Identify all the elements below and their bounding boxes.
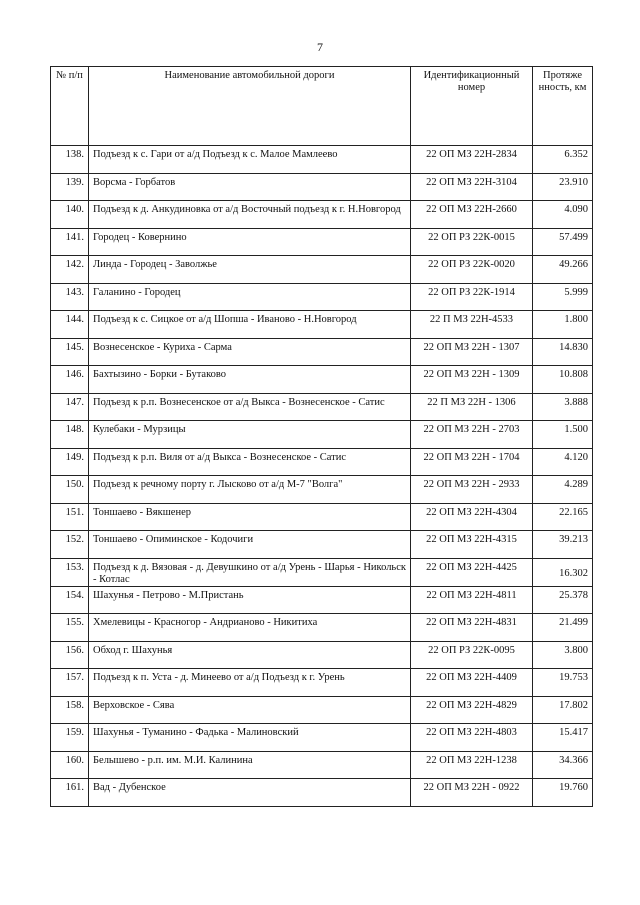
table-row	[51, 448, 593, 476]
row-road-name: Городец - Ковернино	[89, 228, 411, 256]
row-num: 151.	[51, 503, 89, 531]
row-identifier: 22 ОП МЗ 22Н-4425	[411, 558, 533, 586]
row-road-name: Подъезд к п. Уста - д. Минеево от а/д Подъезд к г. Урень	[89, 669, 411, 697]
row-identifier: 22 ОП МЗ 22Н-2660	[411, 201, 533, 229]
row-road-name: Линда - Городец - Заволжье	[89, 256, 411, 284]
table-row	[51, 201, 593, 229]
table-row	[51, 669, 593, 697]
row-identifier: 22 ОП МЗ 22Н-4409	[411, 669, 533, 697]
row-num: 152.	[51, 531, 89, 559]
table-row	[51, 696, 593, 724]
row-identifier: 22 ОП РЗ 22К-1914	[411, 283, 533, 311]
row-num: 153.	[51, 558, 89, 586]
row-num: 154.	[51, 586, 89, 614]
row-num: 161.	[51, 779, 89, 807]
row-length: 23.910	[533, 173, 593, 201]
row-length: 1.800	[533, 311, 593, 339]
row-identifier: 22 ОП МЗ 22Н-1238	[411, 751, 533, 779]
row-num: 156.	[51, 641, 89, 669]
row-identifier: 22 ОП МЗ 22Н-3104	[411, 173, 533, 201]
row-num: 155.	[51, 614, 89, 642]
row-road-name: Бахтызино - Борки - Бутаково	[89, 366, 411, 394]
table-row	[51, 724, 593, 752]
table-row	[51, 338, 593, 366]
row-length: 34.366	[533, 751, 593, 779]
row-length: 3.888	[533, 393, 593, 421]
row-num: 148.	[51, 421, 89, 449]
row-num: 160.	[51, 751, 89, 779]
row-road-name: Подъезд к с. Гари от а/д Подъезд к с. Малое Мамлеево	[89, 146, 411, 174]
row-length: 5.999	[533, 283, 593, 311]
row-road-name: Шахунья - Туманино - Фадька - Малиновский	[89, 724, 411, 752]
page-number: 7	[317, 40, 323, 54]
row-num: 146.	[51, 366, 89, 394]
row-num: 158.	[51, 696, 89, 724]
row-road-name: Галанино - Городец	[89, 283, 411, 311]
row-road-name: Тоншаево - Вякшенер	[89, 503, 411, 531]
row-num: 143.	[51, 283, 89, 311]
table-row	[51, 256, 593, 284]
row-num: 149.	[51, 448, 89, 476]
header-length: Протяже нность, км	[533, 67, 593, 146]
row-num: 157.	[51, 669, 89, 697]
row-identifier: 22 ОП МЗ 22Н - 0922	[411, 779, 533, 807]
row-length: 19.753	[533, 669, 593, 697]
row-num: 159.	[51, 724, 89, 752]
table-row	[51, 366, 593, 394]
row-road-name: Вад - Дубенское	[89, 779, 411, 807]
row-length: 17.802	[533, 696, 593, 724]
table-row	[51, 586, 593, 614]
table-row	[51, 228, 593, 256]
row-road-name: Белышево - р.п. им. М.И. Калинина	[89, 751, 411, 779]
table-row	[51, 614, 593, 642]
table-header-row	[51, 67, 593, 146]
table-row	[51, 393, 593, 421]
row-num: 141.	[51, 228, 89, 256]
row-identifier: 22 ОП МЗ 22Н-4829	[411, 696, 533, 724]
table-row	[51, 476, 593, 504]
row-num: 145.	[51, 338, 89, 366]
table-row	[51, 173, 593, 201]
row-road-name: Кулебаки - Мурзицы	[89, 421, 411, 449]
row-road-name: Верховское - Сява	[89, 696, 411, 724]
row-length: 4.120	[533, 448, 593, 476]
row-road-name: Вознесенское - Куриха - Сарма	[89, 338, 411, 366]
row-identifier: 22 П МЗ 22Н-4533	[411, 311, 533, 339]
row-num: 150.	[51, 476, 89, 504]
table-row	[51, 641, 593, 669]
row-road-name: Подъезд к с. Сицкое от а/д Шопша - Иваново - Н.Новгород	[89, 311, 411, 339]
row-road-name: Тоншаево - Опиминское - Кодочиги	[89, 531, 411, 559]
table-row	[51, 558, 593, 586]
row-num: 138.	[51, 146, 89, 174]
row-length: 4.289	[533, 476, 593, 504]
row-road-name: Подъезд к р.п. Вознесенское от а/д Выкса - Вознесенское - Сатис	[89, 393, 411, 421]
row-length: 19.760	[533, 779, 593, 807]
row-num: 139.	[51, 173, 89, 201]
row-identifier: 22 ОП МЗ 22Н-4803	[411, 724, 533, 752]
row-length: 10.808	[533, 366, 593, 394]
row-identifier: 22 ОП МЗ 22Н-4304	[411, 503, 533, 531]
row-identifier: 22 ОП РЗ 22К-0020	[411, 256, 533, 284]
row-road-name: Подъезд к д. Вязовая - д. Девушкино от а/д Урень - Шарья - Никольск - Котлас	[89, 558, 411, 586]
row-length: 39.213	[533, 531, 593, 559]
row-length: 25.378	[533, 586, 593, 614]
table-row	[51, 146, 593, 174]
table-row	[51, 779, 593, 807]
row-road-name: Обход г. Шахунья	[89, 641, 411, 669]
row-length: 57.499	[533, 228, 593, 256]
row-identifier: 22 ОП МЗ 22Н - 1704	[411, 448, 533, 476]
row-length: 22.165	[533, 503, 593, 531]
row-identifier: 22 ОП МЗ 22Н - 2703	[411, 421, 533, 449]
table-row	[51, 311, 593, 339]
row-road-name: Хмелевицы - Красногор - Андрианово - Никитиха	[89, 614, 411, 642]
row-length: 21.499	[533, 614, 593, 642]
row-length: 14.830	[533, 338, 593, 366]
table-row	[51, 283, 593, 311]
row-identifier: 22 ОП МЗ 22Н-4811	[411, 586, 533, 614]
row-road-name: Ворсма - Горбатов	[89, 173, 411, 201]
row-identifier: 22 ОП МЗ 22Н - 1309	[411, 366, 533, 394]
row-identifier: 22 ОП МЗ 22Н-4831	[411, 614, 533, 642]
row-identifier: 22 ОП МЗ 22Н-2834	[411, 146, 533, 174]
row-num: 147.	[51, 393, 89, 421]
table-row	[51, 751, 593, 779]
header-num: № п/п	[51, 67, 89, 146]
row-road-name: Шахунья - Петрово - М.Пристань	[89, 586, 411, 614]
row-num: 142.	[51, 256, 89, 284]
row-identifier: 22 ОП МЗ 22Н - 2933	[411, 476, 533, 504]
row-length: 4.090	[533, 201, 593, 229]
roads-table	[50, 66, 593, 807]
row-road-name: Подъезд к речному порту г. Лысково от а/д М-7 "Волга"	[89, 476, 411, 504]
row-length: 6.352	[533, 146, 593, 174]
row-length: 49.266	[533, 256, 593, 284]
header-id: Идентификационный номер	[411, 67, 533, 146]
row-identifier: 22 ОП МЗ 22Н-4315	[411, 531, 533, 559]
row-num: 140.	[51, 201, 89, 229]
row-identifier: 22 ОП РЗ 22К-0015	[411, 228, 533, 256]
table-row	[51, 421, 593, 449]
row-length: 1.500	[533, 421, 593, 449]
table-row	[51, 531, 593, 559]
row-road-name: Подъезд к р.п. Виля от а/д Выкса - Вознесенское - Сатис	[89, 448, 411, 476]
table-row	[51, 503, 593, 531]
header-name: Наименование автомобильной дороги	[89, 67, 411, 146]
row-identifier: 22 П МЗ 22Н - 1306	[411, 393, 533, 421]
row-num: 144.	[51, 311, 89, 339]
row-identifier: 22 ОП РЗ 22К-0095	[411, 641, 533, 669]
row-road-name: Подъезд к д. Анкудиновка от а/д Восточный подъезд к г. Н.Новгород	[89, 201, 411, 229]
row-identifier: 22 ОП МЗ 22Н - 1307	[411, 338, 533, 366]
row-length: 3.800	[533, 641, 593, 669]
row-length: 15.417	[533, 724, 593, 752]
row-length: 16.302	[533, 558, 593, 586]
